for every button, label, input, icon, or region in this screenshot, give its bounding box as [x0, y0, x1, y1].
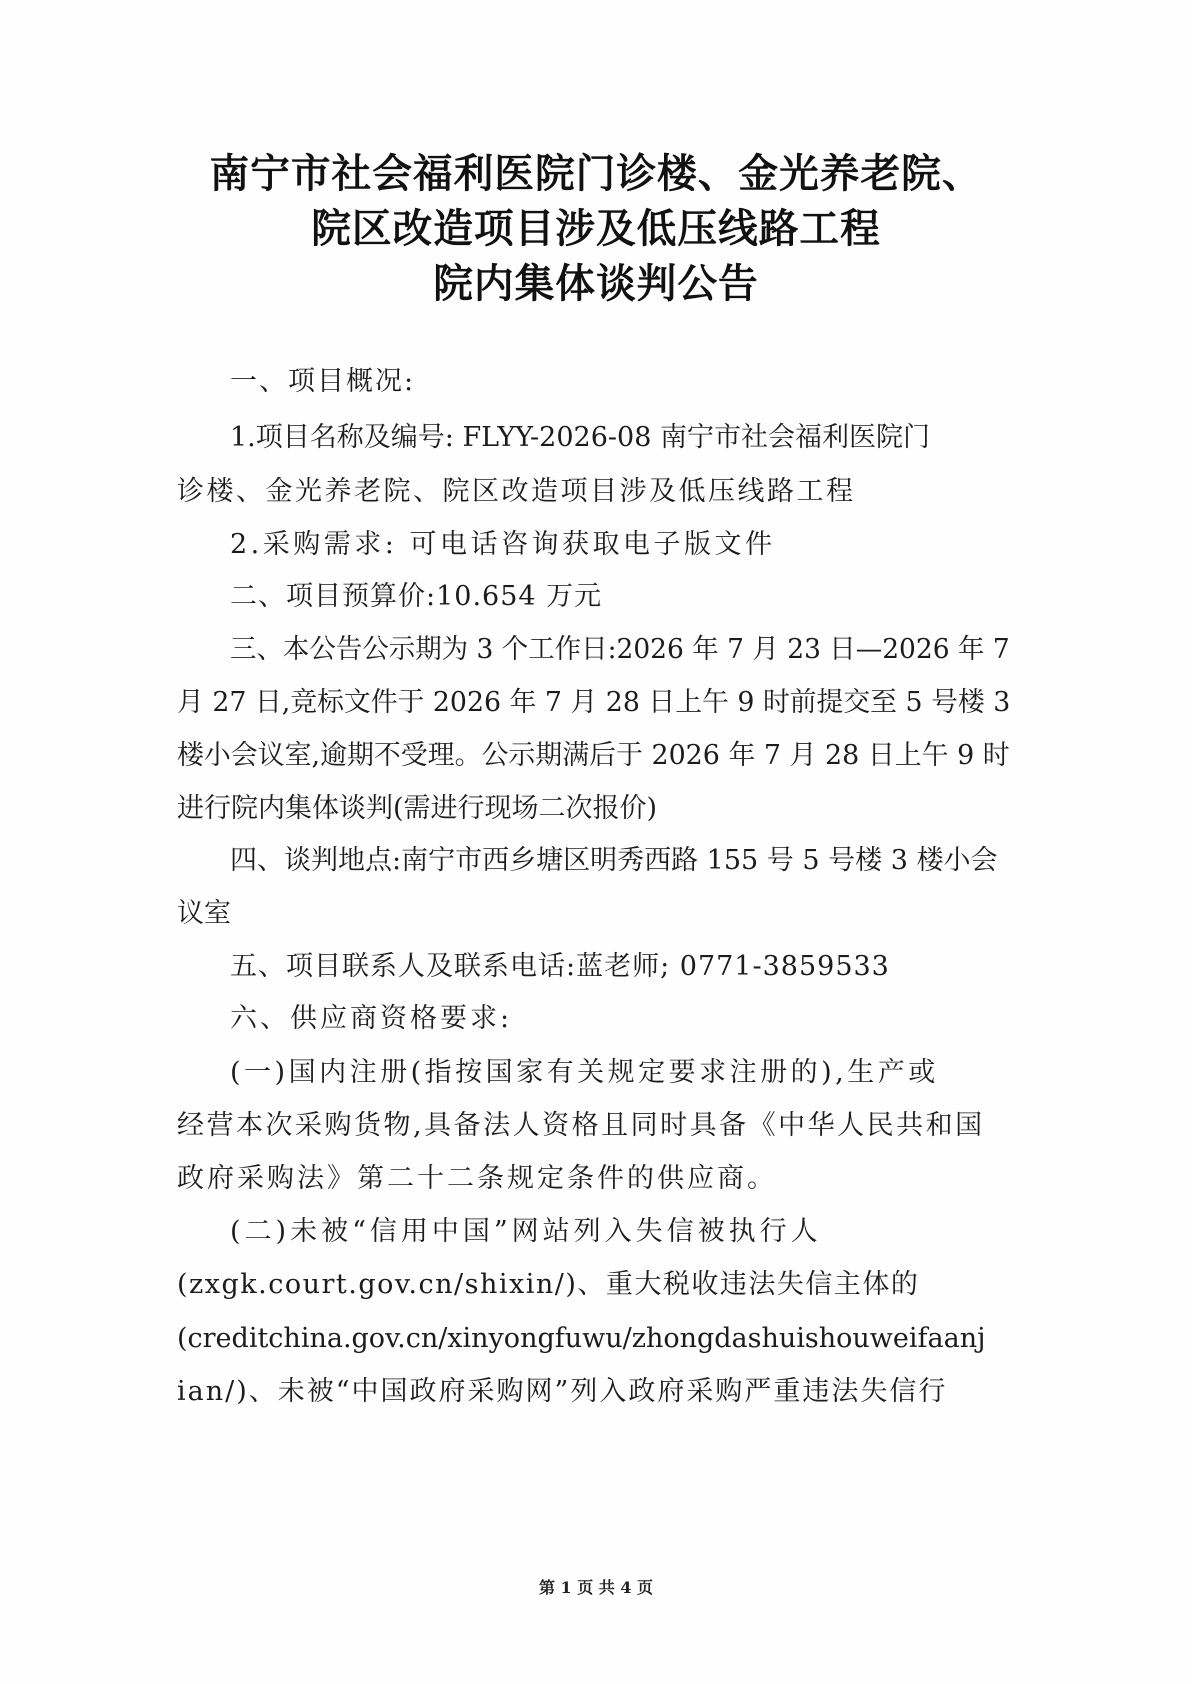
body-line: 一、项目概况: — [230, 366, 416, 397]
body-line: 二、项目预算价:10.654 万元 — [230, 581, 603, 612]
body-line: 议室 — [177, 898, 231, 929]
title-line-1: 南宁市社会福利医院门诊楼、金光养老院、 — [209, 151, 983, 197]
body-line: 2.采购需求: 可电话咨询获取电子版文件 — [230, 529, 776, 560]
body-line: 四、谈判地点:南宁市西乡塘区明秀西路 155 号 5 号楼 3 楼小会 — [230, 845, 998, 876]
body-line: 楼小会议室,逾期不受理。公示期满后于 2026 年 7 月 28 日上午 9 时 — [177, 740, 1010, 771]
title-line-3: 院内集体谈判公告 — [433, 261, 759, 307]
body-line: 进行院内集体谈判(需进行现场二次报价) — [177, 793, 658, 824]
body-line: ian/)、未被“中国政府采购网”列入政府采购严重违法失信行 — [177, 1376, 948, 1407]
body-line: (zxgk.court.gov.cn/shixin/)、重大税收违法失信主体的 — [177, 1269, 920, 1300]
page-number: 第 1 页 共 4 页 — [538, 1578, 654, 1597]
body-line: 六、供应商资格要求: — [230, 1003, 513, 1034]
body-line: (creditchina.gov.cn/xinyongfuwu/zhongdashuishouweifaanj — [177, 1323, 986, 1354]
title-line-2: 院区改造项目涉及低压线路工程 — [311, 206, 881, 252]
body-line: 月 27 日,竞标文件于 2026 年 7 月 28 日上午 9 时前提交至 5 号楼 3 — [177, 687, 1011, 718]
body-line: 五、项目联系人及联系电话:蓝老师; 0771-3859533 — [230, 951, 890, 982]
body-line: (二)未被“信用中国”网站列入失信被执行人 — [230, 1216, 822, 1247]
body-line: 1.项目名称及编号: FLYY-2026-08 南宁市社会福利医院门 — [230, 422, 930, 453]
body-line: 诊楼、金光养老院、院区改造项目涉及低压线路工程 — [177, 476, 856, 507]
body-line: 经营本次采购货物,具备法人资格且同时具备《中华人民共和国 — [177, 1110, 985, 1141]
body-line: 政府采购法》第二十二条规定条件的供应商。 — [177, 1163, 777, 1194]
body-line: (一)国内注册(指按国家有关规定要求注册的),生产或 — [230, 1057, 939, 1088]
body-line: 三、本公告公示期为 3 个工作日:2026 年 7 月 23 日—2026 年 7 — [230, 634, 1010, 665]
